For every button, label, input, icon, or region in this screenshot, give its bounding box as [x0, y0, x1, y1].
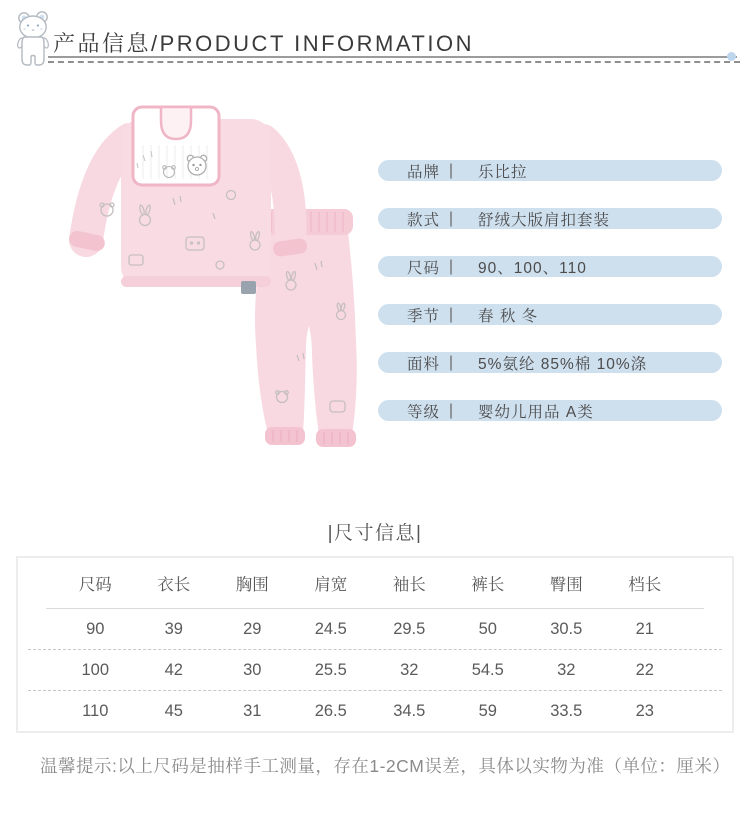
- table-header-cell: 臀围: [549, 576, 583, 594]
- attribute-separator: |: [449, 401, 454, 419]
- attribute-value: 舒绒大版肩扣套装: [478, 211, 611, 229]
- table-header-cell: 档长: [628, 576, 662, 594]
- table-cell: 90: [86, 619, 105, 638]
- table-cell: 32: [557, 660, 576, 679]
- table-cell: 33.5: [550, 701, 583, 720]
- table-header-row: [18, 558, 732, 608]
- size-table: [16, 556, 734, 733]
- attribute-value: 5%氨纶 85%棉 10%涤: [478, 355, 648, 373]
- attribute-value: 90、100、110: [478, 259, 587, 277]
- table-cell: 54.5: [471, 660, 504, 679]
- table-cell: 32: [400, 660, 419, 679]
- attribute-label: 款式: [407, 211, 441, 229]
- attribute-separator: |: [449, 209, 454, 227]
- attribute-label: 尺码: [407, 259, 441, 277]
- attribute-row-size: [378, 256, 722, 277]
- table-cell: 110: [82, 701, 109, 720]
- table-header-cell: 裤长: [471, 576, 505, 594]
- attribute-separator: |: [449, 161, 454, 179]
- table-cell: 45: [164, 701, 183, 720]
- table-cell: 34.5: [393, 701, 426, 720]
- attribute-row-style: [378, 208, 722, 229]
- table-header-cell: 衣长: [157, 576, 191, 594]
- table-header-cell: 袖长: [392, 576, 426, 594]
- attribute-row-brand: [378, 160, 722, 181]
- attribute-value: 乐比拉: [478, 163, 528, 181]
- table-cell: 29.5: [393, 619, 426, 638]
- attribute-label: 季节: [407, 307, 441, 325]
- table-header-cell: 尺码: [78, 576, 112, 594]
- attribute-separator: |: [449, 353, 454, 371]
- note-text: 温馨提示:以上尺码是抽样手工测量，存在1-2CM误差，具体以实物为准（单位：厘米）: [40, 756, 731, 776]
- table-row-90: [18, 609, 732, 649]
- table-cell: 22: [635, 660, 654, 679]
- table-cell: 50: [478, 619, 497, 638]
- blue-dot-icon: [727, 52, 736, 61]
- table-cell: 42: [164, 660, 183, 679]
- table-header-cell: 肩宽: [314, 576, 348, 594]
- bear-mascot-icon: [17, 11, 49, 67]
- header-underline-dashed: [48, 61, 740, 63]
- table-cell: 24.5: [314, 619, 347, 638]
- table-cell: 30.5: [550, 619, 583, 638]
- table-cell: 25.5: [314, 660, 347, 679]
- attribute-separator: |: [449, 305, 454, 323]
- header: [0, 0, 750, 80]
- attribute-list: [378, 160, 722, 448]
- attribute-label: 品牌: [407, 163, 441, 181]
- attribute-row-season: [378, 304, 722, 325]
- attribute-value: 婴幼儿用品 A类: [478, 403, 594, 421]
- table-cell: 31: [243, 701, 262, 720]
- page-title: 产品信息/PRODUCT INFORMATION: [53, 31, 474, 56]
- attribute-row-grade: [378, 400, 722, 421]
- attribute-label: 等级: [407, 403, 441, 421]
- table-row-110: [18, 691, 732, 731]
- product-photo: [45, 95, 375, 455]
- table-cell: 30: [243, 660, 262, 679]
- attribute-row-fabric: [378, 352, 722, 373]
- attribute-separator: |: [449, 257, 454, 275]
- table-cell: 26.5: [314, 701, 347, 720]
- table-row-100: [18, 650, 732, 690]
- table-cell: 100: [81, 660, 110, 679]
- attribute-value: 春 秋 冬: [478, 307, 539, 325]
- table-cell: 23: [635, 701, 654, 720]
- attribute-label: 面料: [407, 355, 441, 373]
- table-cell: 21: [635, 619, 654, 638]
- table-cell: 59: [478, 701, 497, 720]
- size-info-title: |尺寸信息|: [327, 523, 423, 544]
- table-cell: 39: [164, 619, 183, 638]
- table-header-cell: 胸围: [235, 576, 269, 594]
- table-cell: 29: [243, 619, 262, 638]
